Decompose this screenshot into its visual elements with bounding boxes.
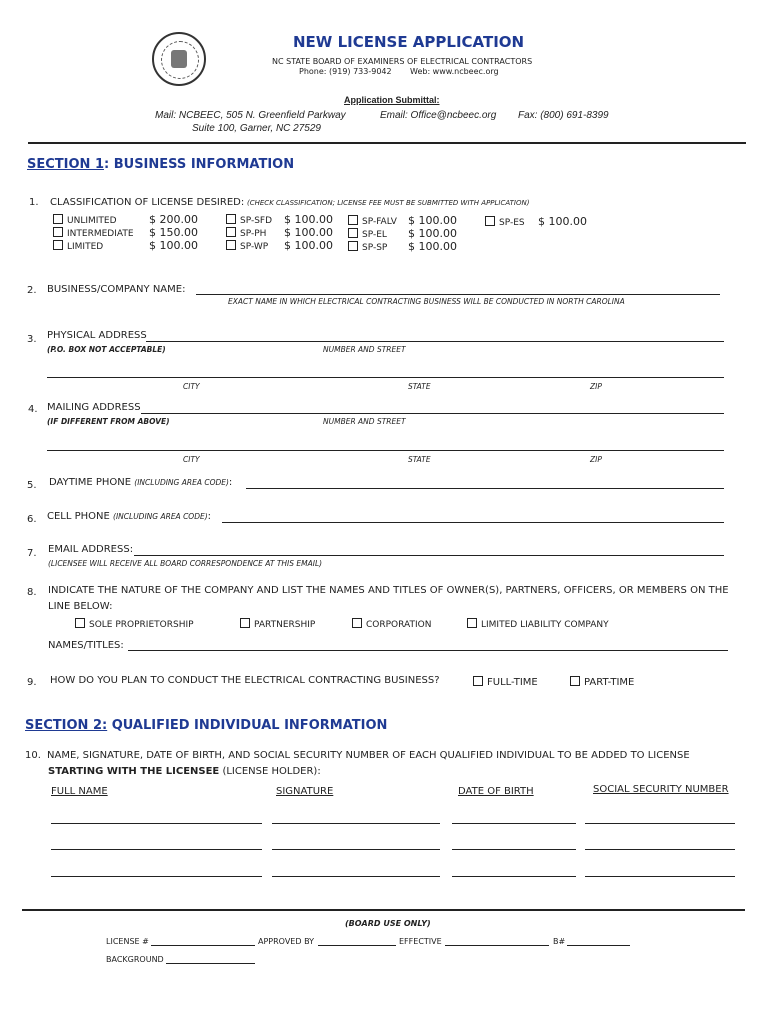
q1-note: (CHECK CLASSIFICATION; LICENSE FEE MUST BE SUBMITTED WITH APPLICATION) [247, 199, 530, 207]
q10-label: NAME, SIGNATURE, DATE OF BIRTH, AND SOCIAL SECURITY NUMBER OF EACH QUALIFIED INDIVIDUAL TO BE ADDED TO LICENSE [47, 750, 690, 761]
checkbox[interactable] [226, 240, 236, 250]
checkbox[interactable] [348, 215, 358, 225]
city-caption: CITY [183, 382, 200, 391]
signature-field[interactable] [272, 876, 440, 877]
q5-number: 5. [27, 480, 37, 491]
daytime-phone-field[interactable] [246, 488, 724, 489]
checkbox[interactable] [240, 618, 250, 628]
ssn-field[interactable] [585, 849, 735, 850]
checkbox[interactable] [348, 241, 358, 251]
class-sp-es[interactable]: SP-ES [485, 216, 525, 228]
class-limited[interactable]: LIMITED [53, 240, 103, 252]
names-titles-field[interactable] [128, 650, 728, 651]
board-background-field[interactable] [166, 963, 255, 964]
q5-label: DAYTIME PHONE (INCLUDING AREA CODE): [49, 477, 233, 488]
fee-sp-el: $ 100.00 [408, 227, 457, 240]
col-signature: SIGNATURE [276, 786, 334, 797]
board-effective-field[interactable] [445, 945, 549, 946]
checkbox[interactable] [53, 227, 63, 237]
fee-limited: $ 100.00 [149, 239, 198, 252]
col-date-of-birth: DATE OF BIRTH [458, 786, 534, 797]
names-titles-label: NAMES/TITLES: [48, 640, 124, 651]
mail-address-line2: Suite 100, Garner, NC 27529 [192, 123, 321, 134]
board-effective-label: EFFECTIVE [399, 937, 442, 946]
dob-field[interactable] [452, 849, 576, 850]
q9-number: 9. [27, 677, 37, 688]
board-license-field[interactable] [151, 945, 255, 946]
board-approved-field[interactable] [318, 945, 396, 946]
board-divider [22, 909, 745, 911]
q1-label: CLASSIFICATION OF LICENSE DESIRED: [50, 197, 245, 208]
class-unlimited[interactable]: UNLIMITED [53, 214, 117, 226]
submittal-label: Application Submittal: [344, 95, 440, 105]
full-name-field[interactable] [51, 849, 262, 850]
fee-sp-wp: $ 100.00 [284, 239, 333, 252]
q8-label: INDICATE THE NATURE OF THE COMPANY AND LIST THE NAMES AND TITLES OF OWNER(S), PARTNERS, OFFICERS, OR MEMBERS ON THE [48, 585, 729, 596]
q6-number: 6. [27, 514, 37, 525]
state-caption: STATE [408, 455, 431, 464]
fee-sp-falv: $ 100.00 [408, 214, 457, 227]
q3-note: (P.O. BOX NOT ACCEPTABLE) [47, 345, 166, 354]
full-time-option[interactable]: FULL-TIME [473, 676, 538, 688]
q10-label-line2: STARTING WITH THE LICENSEE (LICENSE HOLDER): [48, 766, 321, 777]
physical-street-field[interactable] [146, 341, 724, 342]
board-license-label: LICENSE # [106, 937, 149, 946]
board-use-title: (BOARD USE ONLY) [345, 919, 431, 928]
ssn-field[interactable] [585, 823, 735, 824]
class-sp-sp[interactable]: SP-SP [348, 241, 387, 253]
fee-sp-es: $ 100.00 [538, 215, 587, 228]
q9-label: HOW DO YOU PLAN TO CONDUCT THE ELECTRICAL CONTRACTING BUSINESS? [50, 675, 440, 686]
fee-intermediate: $ 150.00 [149, 226, 198, 239]
q7-note: (LICENSEE WILL RECEIVE ALL BOARD CORRESPONDENCE AT THIS EMAIL) [48, 559, 323, 568]
ssn-field[interactable] [585, 876, 735, 877]
q8-label-line2: LINE BELOW: [48, 601, 113, 612]
q6-label: CELL PHONE (INCLUDING AREA CODE): [47, 511, 212, 522]
type-sole-proprietorship[interactable]: SOLE PROPRIETORSHIP [75, 618, 194, 630]
board-approved-label: APPROVED BY [258, 937, 315, 946]
col-full-name: FULL NAME [51, 786, 108, 797]
fee-sp-sp: $ 100.00 [408, 240, 457, 253]
q8-number: 8. [27, 587, 37, 598]
q7-number: 7. [27, 548, 37, 559]
col-ssn: SOCIAL SECURITY NUMBER [593, 784, 729, 795]
business-name-field[interactable] [196, 294, 720, 295]
q3-number: 3. [27, 334, 37, 345]
dob-field[interactable] [452, 876, 576, 877]
q1-number: 1. [29, 197, 39, 208]
zip-caption: ZIP [590, 382, 602, 391]
q4-note: (IF DIFFERENT FROM ABOVE) [47, 417, 170, 426]
fee-sp-ph: $ 100.00 [284, 226, 333, 239]
class-sp-wp[interactable]: SP-WP [226, 240, 268, 252]
class-sp-falv[interactable]: SP-FALV [348, 215, 397, 227]
q2-note: EXACT NAME IN WHICH ELECTRICAL CONTRACTING BUSINESS WILL BE CONDUCTED IN NORTH CAROLINA [228, 297, 625, 306]
section1-title: SECTION 1: BUSINESS INFORMATION [27, 157, 295, 172]
mailing-city-state-zip-field[interactable] [47, 450, 724, 451]
email-field[interactable] [134, 555, 724, 556]
section2-title: SECTION 2: QUALIFIED INDIVIDUAL INFORMATION [25, 718, 388, 733]
q7-label: EMAIL ADDRESS: [48, 544, 134, 555]
type-corporation[interactable]: CORPORATION [352, 618, 431, 630]
fee-unlimited: $ 200.00 [149, 213, 198, 226]
checkbox[interactable] [53, 240, 63, 250]
checkbox[interactable] [473, 676, 483, 686]
dob-field[interactable] [452, 823, 576, 824]
org-web: Web: www.ncbeec.org [410, 67, 499, 76]
class-sp-sfd[interactable]: SP-SFD [226, 214, 272, 226]
mailing-street-field[interactable] [141, 413, 724, 414]
checkbox[interactable] [485, 216, 495, 226]
checkbox[interactable] [53, 214, 63, 224]
class-sp-el[interactable]: SP-EL [348, 228, 387, 240]
q2-number: 2. [27, 285, 37, 296]
fee-sp-sfd: $ 100.00 [284, 213, 333, 226]
class-intermediate[interactable]: INTERMEDIATE [53, 227, 134, 239]
org-phone: Phone: (919) 733-9042 [299, 67, 392, 76]
number-street-caption: NUMBER AND STREET [323, 345, 406, 354]
checkbox[interactable] [348, 228, 358, 238]
zip-caption: ZIP [590, 455, 602, 464]
checkbox[interactable] [226, 214, 236, 224]
signature-field[interactable] [272, 823, 440, 824]
board-background-label: BACKGROUND [106, 955, 164, 964]
full-name-field[interactable] [51, 823, 262, 824]
physical-city-state-zip-field[interactable] [47, 377, 724, 378]
checkbox[interactable] [570, 676, 580, 686]
q10-number: 10. [25, 750, 41, 761]
q4-number: 4. [28, 404, 38, 415]
city-caption: CITY [183, 455, 200, 464]
class-sp-ph[interactable]: SP-PH [226, 227, 266, 239]
board-seal-logo [152, 32, 206, 86]
checkbox[interactable] [467, 618, 477, 628]
full-name-field[interactable] [51, 876, 262, 877]
signature-field[interactable] [272, 849, 440, 850]
header-divider [28, 142, 746, 144]
mail-address: Mail: NCBEEC, 505 N. Greenfield Parkway [155, 110, 346, 121]
board-b-field[interactable] [567, 945, 630, 946]
q2-label: BUSINESS/COMPANY NAME: [47, 284, 186, 295]
org-name: NC STATE BOARD OF EXAMINERS OF ELECTRICAL CONTRACTORS [272, 57, 533, 66]
submittal-email: Email: Office@ncbeec.org [380, 110, 497, 121]
board-b-label: B# [553, 937, 566, 946]
form-title: NEW LICENSE APPLICATION [293, 33, 525, 51]
checkbox[interactable] [352, 618, 362, 628]
q3-label: PHYSICAL ADDRESS [47, 330, 147, 341]
q4-label: MAILING ADDRESS [47, 402, 141, 413]
type-llc[interactable]: LIMITED LIABILITY COMPANY [467, 618, 609, 630]
type-partnership[interactable]: PARTNERSHIP [240, 618, 315, 630]
submittal-fax: Fax: (800) 691-8399 [518, 110, 609, 121]
part-time-option[interactable]: PART-TIME [570, 676, 634, 688]
number-street-caption: NUMBER AND STREET [323, 417, 406, 426]
cell-phone-field[interactable] [222, 522, 724, 523]
checkbox[interactable] [226, 227, 236, 237]
checkbox[interactable] [75, 618, 85, 628]
state-caption: STATE [408, 382, 431, 391]
